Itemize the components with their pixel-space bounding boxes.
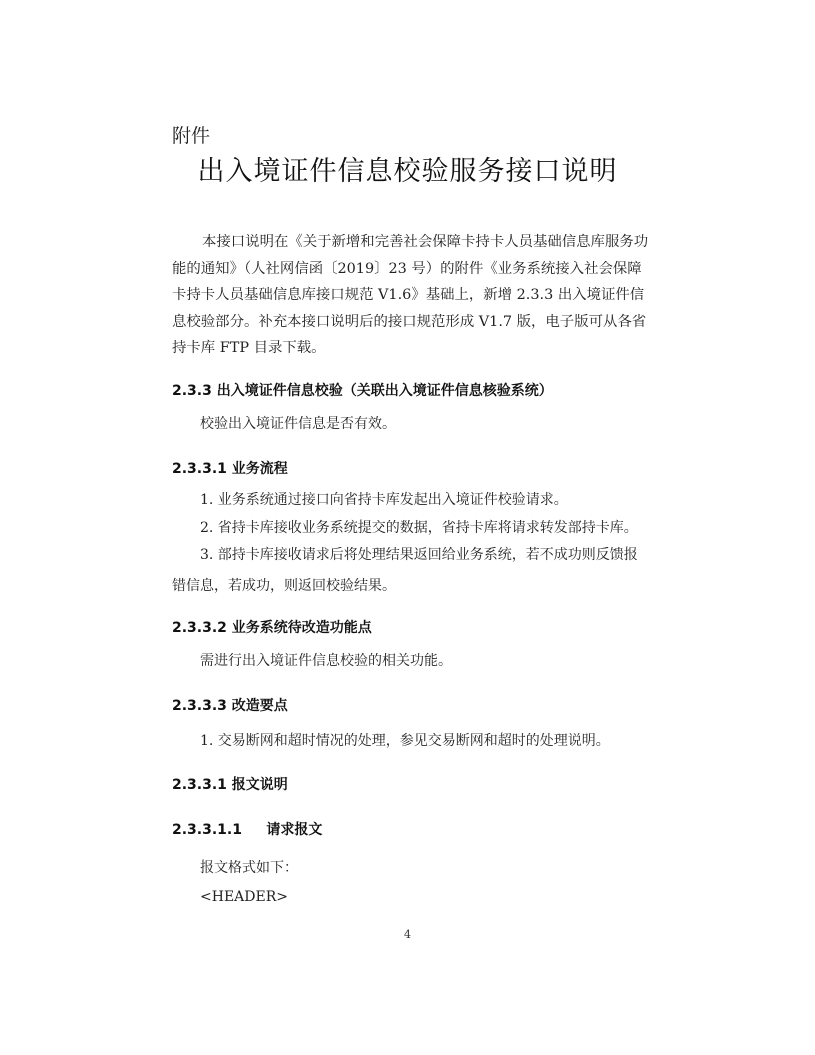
intro-paragraph — [172, 229, 652, 362]
message-format-label: 报文格式如下： — [200, 860, 298, 876]
section-heading-2-3-3: 2.3.3 出入境证件信息校验（关联出入境证件信息核验系统） — [172, 383, 553, 399]
section-heading-message-description: 2.3.3.1 报文说明 — [172, 777, 288, 793]
section-heading-request-message: 2.3.3.1.1 请求报文 — [172, 822, 323, 838]
flow-step-2: 2. 省持卡库接收业务系统提交的数据，省持卡库将请求转发部持卡库。 — [200, 520, 638, 536]
intro-text: 本接口说明在《关于新增和完善社会保障卡持卡人员基础信息库服务功能的通知》（人社网信函〔2019〕23 号）的附件《业务系统接入社会保障卡持卡人员基础信息库接口规范 V1.6》基础上，新增 2.3.3 出入境证件信息校验部分。补充本接口说明后的接口规范形成 V1.7 版，电子版可从各省持卡库 FTP 目录下载。 — [172, 234, 649, 356]
section-heading-2-3-3-3: 2.3.3.3 改造要点 — [172, 698, 288, 714]
flow-step-3-text: 3. 部持卡库接收请求后将处理结果返回给业务系统，若不成功则反馈报错信息，若成功，则返回校验结果。 — [172, 547, 638, 594]
page-number: 4 — [404, 928, 411, 941]
flow-step-3 — [172, 540, 642, 602]
section-heading-2-3-3-2: 2.3.3.2 业务系统待改造功能点 — [172, 620, 372, 636]
section-body-2-3-3-2: 需进行出入境证件信息校验的相关功能。 — [200, 653, 452, 669]
section-heading-2-3-3-1: 2.3.3.1 业务流程 — [172, 461, 288, 477]
flow-step-1: 1. 业务系统通过接口向省持卡库发起出入境证件校验请求。 — [200, 492, 568, 508]
document-title: 出入境证件信息校验服务接口说明 — [197, 156, 618, 187]
section-body-2-3-3: 校验出入境证件信息是否有效。 — [200, 416, 396, 432]
attachment-label: 附件 — [172, 125, 211, 147]
header-code: <HEADER> — [200, 889, 288, 905]
modification-point-1: 1. 交易断网和超时情况的处理，参见交易断网和超时的处理说明。 — [200, 733, 610, 749]
